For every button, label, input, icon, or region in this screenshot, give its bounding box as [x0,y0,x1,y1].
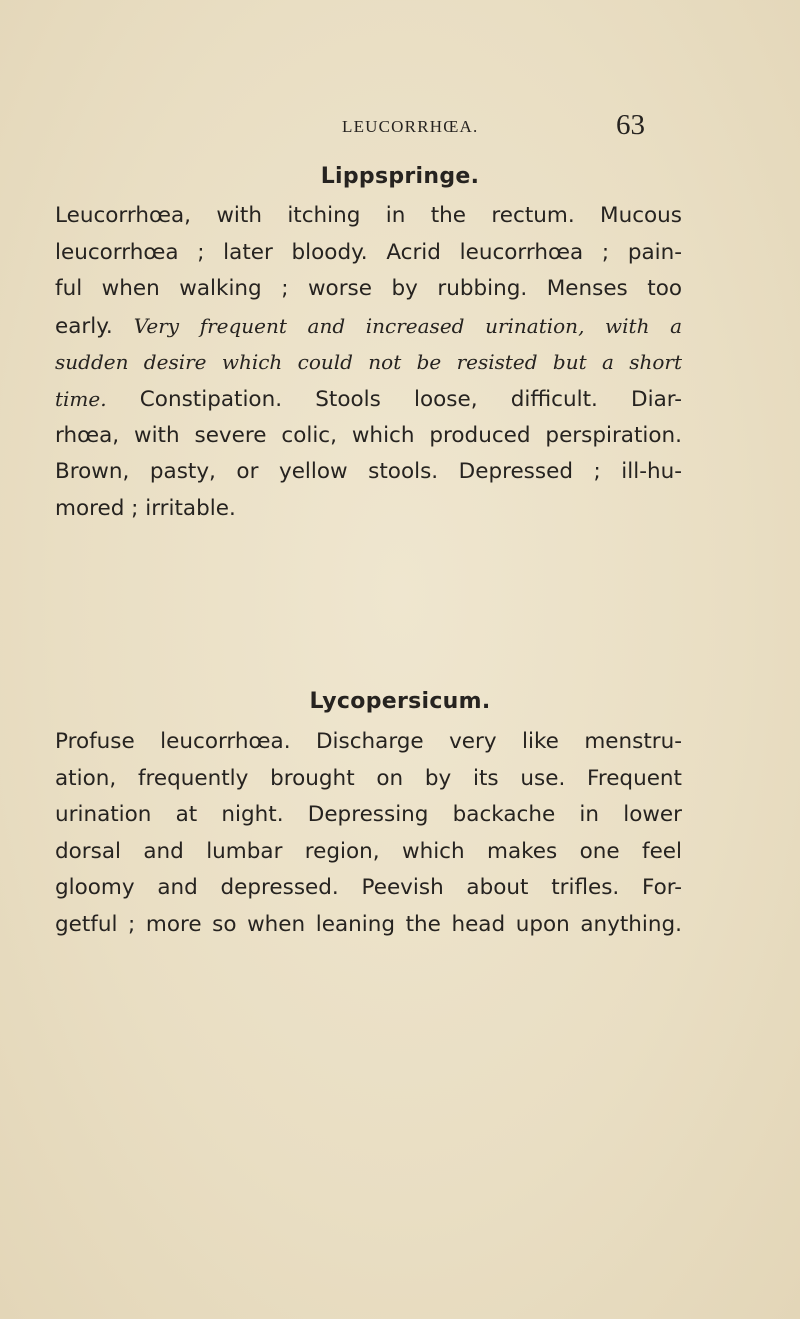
text-line [55,907,682,944]
italic-text-run: sudden desire which could not be resisted but a short [55,350,682,375]
text-line [55,454,682,491]
text-line [55,724,682,761]
text-line [55,271,682,308]
text-line [55,761,682,798]
running-head [0,109,800,144]
text-run: ation, frequently brought on by its use. Frequent [55,765,682,791]
section-title-lycopersicum: Lycopersicum. [309,689,491,714]
paragraph-lippspringe [55,198,682,527]
paragraph-lycopersicum [55,724,682,944]
text-line [55,308,682,345]
text-run: gloomy and depressed. Peevish about trifles. For- [55,875,682,901]
text-run: ful when walking ; worse by rubbing. Menses too [55,276,682,302]
page-number: 63 [616,109,645,141]
text-line [55,381,682,418]
text-line [55,418,682,455]
text-line [55,235,682,272]
text-run: Brown, pasty, or yellow stools. Depressed ; ill-hu- [55,459,682,485]
text-run: urination at night. Depressing backache in lower [55,802,682,828]
section-title-lippspringe: Lippspringe. [320,164,480,189]
text-run: Profuse leucorrhœa. Discharge very like menstru- [55,729,682,754]
text-run: early. [55,313,134,339]
text-run: mored ; irritable. [55,495,236,521]
text-line [55,797,682,834]
text-line [55,344,682,381]
text-run: Leucorrhœa, with itching in the rectum. Mucous [55,203,682,228]
text-run: dorsal and lumbar region, which makes one feel [55,838,682,864]
text-line [55,491,682,528]
running-title: LEUCORRHŒA. [342,117,479,136]
text-run: getful ; more so when leaning the head upon anything. [55,911,682,937]
text-run: rhœa, with severe colic, which produced perspiration. [55,422,682,448]
text-run: leucorrhœa ; later bloody. Acrid leucorrhœa ; pain- [55,239,682,265]
text-line [55,870,682,907]
italic-text-run: Very frequent and increased urination, with a [133,313,682,338]
text-line [55,198,682,235]
text-line [55,834,682,871]
italic-text-run: time. [55,386,107,411]
text-run: Constipation. Stools loose, difficult. Diar- [106,386,682,412]
